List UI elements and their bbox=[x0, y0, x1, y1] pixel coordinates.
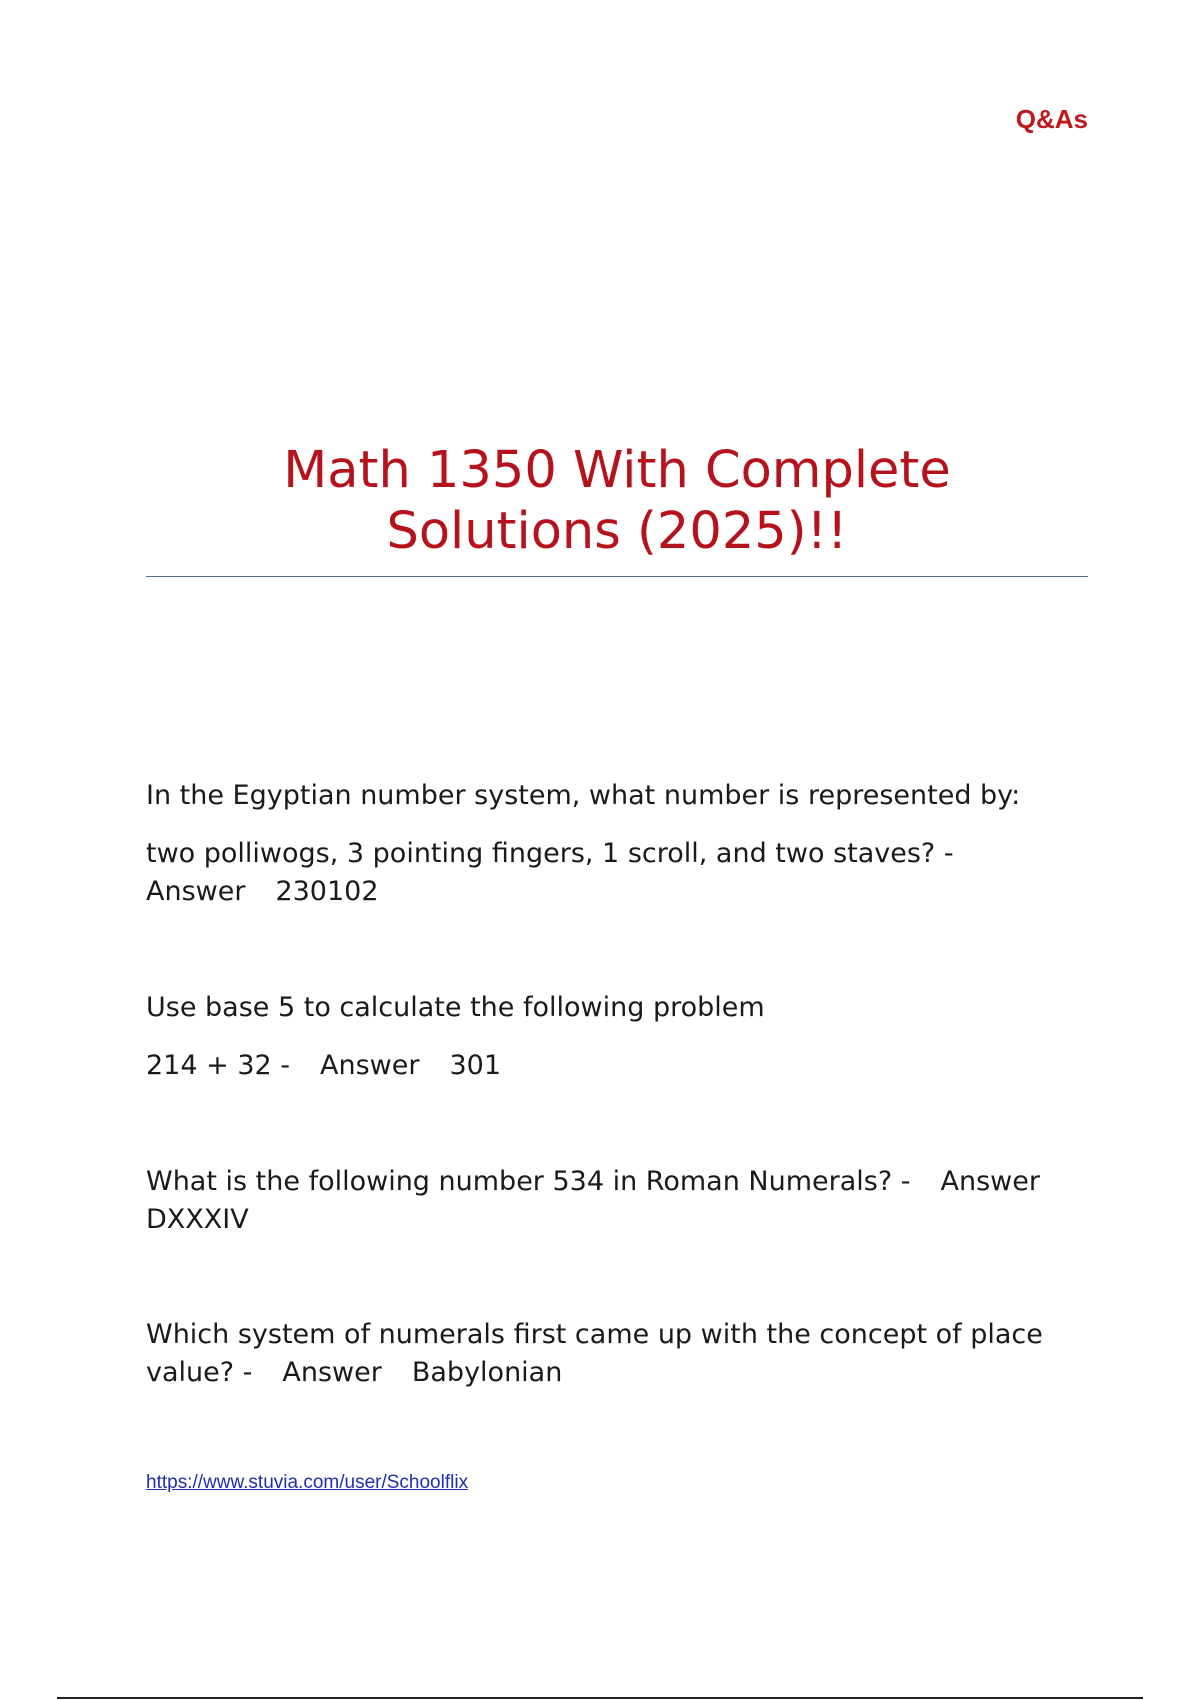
answer-3-value: DXXXIV bbox=[146, 1204, 249, 1235]
question-4-line bbox=[146, 1316, 1096, 1392]
title-divider bbox=[146, 576, 1088, 577]
answer-2-label: Answer bbox=[320, 1050, 420, 1081]
title-line-1: Math 1350 With Complete bbox=[283, 441, 951, 500]
answer-2-value: 301 bbox=[449, 1050, 502, 1081]
question-4-text-part-1: Which system of numerals first came up with the concept of place bbox=[146, 1319, 1043, 1350]
question-1-line-1: In the Egyptian number system, what number is represented by: bbox=[146, 780, 1021, 811]
question-2-line-2 bbox=[146, 1047, 1096, 1085]
answer-4-value: Babylonian bbox=[411, 1357, 563, 1388]
question-2-line-1: Use base 5 to calculate the following problem bbox=[146, 992, 765, 1023]
question-3-text: What is the following number 534 in Roman Numerals? - bbox=[146, 1166, 911, 1197]
question-3-line bbox=[146, 1163, 1096, 1239]
stuvia-profile-link[interactable]: https://www.stuvia.com/user/Schoolflix bbox=[146, 1472, 469, 1493]
title-line-2: Solutions (2025)!! bbox=[386, 502, 848, 561]
qas-header-tag: Q&As bbox=[1015, 104, 1088, 134]
question-4-text-part-2: value? - bbox=[146, 1357, 253, 1388]
answer-3-label: Answer bbox=[940, 1166, 1040, 1197]
answer-1-value: 230102 bbox=[275, 876, 379, 907]
answer-4-label: Answer bbox=[282, 1357, 382, 1388]
answer-1-label: Answer bbox=[146, 876, 246, 907]
question-block-3 bbox=[146, 1163, 1096, 1239]
document-title bbox=[146, 440, 1088, 562]
question-block-4 bbox=[146, 1316, 1096, 1392]
question-block-2 bbox=[146, 989, 1096, 1085]
question-block-1 bbox=[146, 777, 1096, 911]
footer-divider bbox=[57, 1697, 1143, 1699]
question-1-line-2 bbox=[146, 835, 1096, 911]
question-1-text: two polliwogs, 3 pointing fingers, 1 scroll, and two staves? - bbox=[146, 838, 954, 869]
question-2-text: 214 + 32 - bbox=[146, 1050, 291, 1081]
